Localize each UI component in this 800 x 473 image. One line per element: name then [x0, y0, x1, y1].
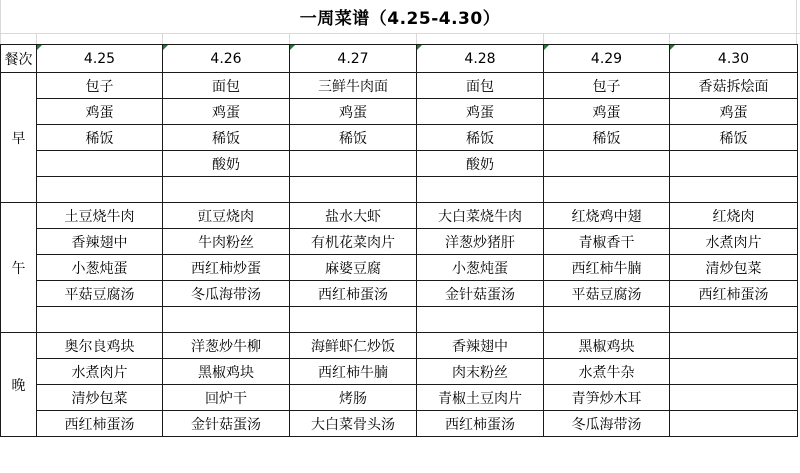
- date-header-cell[interactable]: [290, 45, 417, 73]
- dish-cell[interactable]: 青椒香干: [544, 229, 670, 255]
- table-row: [1, 177, 798, 203]
- dish-cell[interactable]: [544, 177, 670, 203]
- dish-cell[interactable]: [290, 307, 417, 333]
- gridline: [0, 33, 800, 34]
- dish-cell[interactable]: 青椒土豆肉片: [417, 385, 544, 411]
- dish-cell[interactable]: 酸奶: [163, 151, 290, 177]
- dish-cell[interactable]: 稀饭: [37, 125, 163, 151]
- dish-cell[interactable]: [163, 307, 290, 333]
- dish-cell[interactable]: [670, 333, 798, 359]
- gridline: [669, 33, 670, 44]
- table-row: [1, 307, 798, 333]
- dish-cell[interactable]: 鸡蛋: [544, 99, 670, 125]
- gridline: [289, 33, 290, 44]
- dish-cell[interactable]: 奥尔良鸡块: [37, 333, 163, 359]
- weekly-menu-table: [0, 44, 798, 437]
- table-row: [1, 385, 798, 411]
- date-label: 4.27: [337, 50, 369, 67]
- dish-cell[interactable]: 鸡蛋: [670, 99, 798, 125]
- dish-cell[interactable]: 三鲜牛肉面: [290, 73, 417, 99]
- dish-cell[interactable]: 肉末粉丝: [417, 359, 544, 385]
- date-header-cell[interactable]: [544, 45, 670, 73]
- comment-marker-icon: [544, 45, 549, 50]
- dish-cell[interactable]: [290, 177, 417, 203]
- dish-cell[interactable]: 西红柿蛋汤: [290, 281, 417, 307]
- dish-cell[interactable]: 红烧肉: [670, 203, 798, 229]
- dish-cell[interactable]: 鸡蛋: [37, 99, 163, 125]
- date-header-cell[interactable]: [670, 45, 798, 73]
- comment-marker-icon: [670, 45, 675, 50]
- table-row: [1, 99, 798, 125]
- dish-cell[interactable]: 冬瓜海带汤: [163, 281, 290, 307]
- date-header-cell[interactable]: [417, 45, 544, 73]
- dish-cell[interactable]: 小葱炖蛋: [417, 255, 544, 281]
- dish-cell[interactable]: [670, 151, 798, 177]
- meal-header-cell[interactable]: 餐次: [1, 45, 37, 73]
- dish-cell[interactable]: 鸡蛋: [163, 99, 290, 125]
- date-label: 4.28: [464, 50, 496, 67]
- dish-cell[interactable]: 水煮肉片: [670, 229, 798, 255]
- date-label: 4.25: [83, 50, 116, 67]
- dish-cell[interactable]: 包子: [544, 73, 670, 99]
- dish-cell[interactable]: 海鲜虾仁炒饭: [290, 333, 417, 359]
- dish-cell[interactable]: 鸡蛋: [417, 99, 544, 125]
- dish-cell[interactable]: 西红柿炒蛋: [163, 255, 290, 281]
- dish-cell[interactable]: 清炒包菜: [37, 385, 163, 411]
- dish-cell[interactable]: [670, 177, 798, 203]
- gridline: [36, 33, 37, 44]
- dish-cell[interactable]: 水煮肉片: [37, 359, 163, 385]
- dish-cell[interactable]: 大白菜烧牛肉: [417, 203, 544, 229]
- menu-title[interactable]: 一周菜谱（4.25-4.30）: [299, 9, 501, 29]
- dish-cell[interactable]: 面包: [417, 73, 544, 99]
- dish-cell[interactable]: [670, 385, 798, 411]
- meal-label-cell[interactable]: 午: [1, 203, 37, 333]
- dish-cell[interactable]: 西红柿牛腩: [544, 255, 670, 281]
- dish-cell[interactable]: 西红柿蛋汤: [670, 281, 798, 307]
- dish-cell[interactable]: 西红柿蛋汤: [417, 411, 544, 437]
- dish-cell[interactable]: 稀饭: [290, 125, 417, 151]
- dish-cell[interactable]: [544, 307, 670, 333]
- dish-cell[interactable]: 牛肉粉丝: [163, 229, 290, 255]
- dish-cell[interactable]: [670, 307, 798, 333]
- dish-cell[interactable]: 洋葱炒猪肝: [417, 229, 544, 255]
- dish-cell[interactable]: 鸡蛋: [290, 99, 417, 125]
- comment-marker-icon: [290, 45, 295, 50]
- date-label: 4.26: [210, 50, 242, 67]
- dish-cell[interactable]: [417, 177, 544, 203]
- date-label: 4.30: [717, 50, 750, 67]
- table-row: [1, 255, 798, 281]
- dish-cell[interactable]: 金针菇蛋汤: [417, 281, 544, 307]
- dish-cell[interactable]: 香辣翅中: [417, 333, 544, 359]
- meal-label-cell[interactable]: 晚: [1, 333, 37, 437]
- dish-cell[interactable]: 小葱炖蛋: [37, 255, 163, 281]
- date-label: 4.29: [590, 50, 623, 67]
- dish-cell[interactable]: 面包: [163, 73, 290, 99]
- gridline: [162, 33, 163, 44]
- comment-marker-icon: [37, 45, 42, 50]
- table-row: [1, 281, 798, 307]
- dish-cell[interactable]: 红烧鸡中翅: [544, 203, 670, 229]
- date-header-cell[interactable]: [163, 45, 290, 73]
- dish-cell[interactable]: 烤肠: [290, 385, 417, 411]
- dish-cell[interactable]: [544, 151, 670, 177]
- dish-cell[interactable]: [37, 177, 163, 203]
- dish-cell[interactable]: [163, 177, 290, 203]
- dish-cell[interactable]: 麻婆豆腐: [290, 255, 417, 281]
- gridline: [416, 33, 417, 44]
- comment-marker-icon: [417, 45, 422, 50]
- dish-cell[interactable]: 冬瓜海带汤: [544, 411, 670, 437]
- table-row: [1, 229, 798, 255]
- dish-cell[interactable]: [670, 359, 798, 385]
- dish-cell[interactable]: 水煮牛杂: [544, 359, 670, 385]
- dish-cell[interactable]: 平菇豆腐汤: [37, 281, 163, 307]
- dish-cell[interactable]: 回炉干: [163, 385, 290, 411]
- dish-cell[interactable]: 黑椒鸡块: [163, 359, 290, 385]
- dish-cell[interactable]: 清炒包菜: [670, 255, 798, 281]
- table-row: [1, 151, 798, 177]
- gridline: [543, 33, 544, 44]
- dish-cell[interactable]: 金针菇蛋汤: [163, 411, 290, 437]
- dish-cell[interactable]: 西红柿牛腩: [290, 359, 417, 385]
- dish-cell[interactable]: [417, 307, 544, 333]
- dish-cell[interactable]: [290, 151, 417, 177]
- date-header-cell[interactable]: [37, 45, 163, 73]
- dish-cell[interactable]: 青笋炒木耳: [544, 385, 670, 411]
- dish-cell[interactable]: 酸奶: [417, 151, 544, 177]
- dish-cell[interactable]: 稀饭: [163, 125, 290, 151]
- dish-cell[interactable]: 包子: [37, 73, 163, 99]
- table-row: [1, 125, 798, 151]
- table-row: [1, 411, 798, 437]
- dish-cell[interactable]: [670, 411, 798, 437]
- header-row: [1, 45, 798, 73]
- dish-cell[interactable]: 土豆烧牛肉: [37, 203, 163, 229]
- table-row: [1, 359, 798, 385]
- dish-cell[interactable]: [37, 307, 163, 333]
- table-row: [1, 203, 798, 229]
- comment-marker-icon: [163, 45, 168, 50]
- dish-cell[interactable]: 有机花菜肉片: [290, 229, 417, 255]
- dish-cell[interactable]: 盐水大虾: [290, 203, 417, 229]
- dish-cell[interactable]: 豇豆烧肉: [163, 203, 290, 229]
- dish-cell[interactable]: 洋葱炒牛柳: [163, 333, 290, 359]
- dish-cell[interactable]: [37, 151, 163, 177]
- dish-cell[interactable]: 黑椒鸡块: [544, 333, 670, 359]
- dish-cell[interactable]: 稀饭: [670, 125, 798, 151]
- dish-cell[interactable]: 大白菜骨头汤: [290, 411, 417, 437]
- dish-cell[interactable]: 稀饭: [544, 125, 670, 151]
- dish-cell[interactable]: 稀饭: [417, 125, 544, 151]
- dish-cell[interactable]: 香菇拆烩面: [670, 73, 798, 99]
- dish-cell[interactable]: 香辣翅中: [37, 229, 163, 255]
- meal-label-cell[interactable]: 早: [1, 73, 37, 203]
- dish-cell[interactable]: 平菇豆腐汤: [544, 281, 670, 307]
- table-row: [1, 73, 798, 99]
- table-row: [1, 333, 798, 359]
- dish-cell[interactable]: 西红柿蛋汤: [37, 411, 163, 437]
